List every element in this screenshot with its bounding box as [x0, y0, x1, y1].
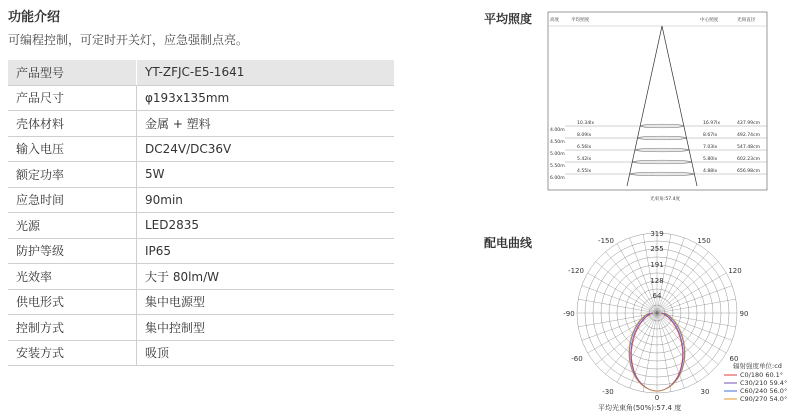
spec-key: 供电形式	[8, 289, 137, 315]
illum-height: 5.50m	[550, 164, 565, 169]
polar-footer: 平均光束角(50%):57.4 度	[598, 404, 682, 412]
polar-angle-label: -150	[598, 237, 614, 245]
spec-key: 安装方式	[8, 340, 137, 366]
polar-angle-label: -60	[571, 355, 583, 363]
illum-center: 7.03lx	[703, 145, 718, 150]
polar-radial-tick: 255	[650, 245, 664, 253]
polar-angle-label: 30	[700, 388, 710, 396]
polar-angle-label: -90	[563, 310, 575, 318]
legend-label: C90/270 54.0°	[740, 395, 788, 403]
illum-diameter: 547.48cm	[737, 145, 761, 150]
spec-value: YT-ZFJC-E5-1641	[137, 60, 395, 85]
polar-title: 配电曲线	[484, 236, 533, 250]
spec-value: 大于 80lm/W	[137, 264, 395, 290]
illum-center: 4.88lx	[703, 169, 718, 174]
spec-value: 5W	[137, 162, 395, 188]
spec-value: φ193x135mm	[137, 85, 395, 111]
spec-key: 光源	[8, 213, 137, 239]
polar-radial-tick: 64	[652, 292, 662, 300]
spec-value: 集中电源型	[137, 289, 395, 315]
beam-angle-label: 光束角:57.4度	[650, 197, 681, 202]
illum-height: 4.00m	[550, 128, 565, 133]
polar-spoke	[606, 313, 657, 374]
polar-spoke	[596, 313, 657, 364]
illum-height: 6.00m	[550, 176, 565, 181]
spec-key: 壳体材料	[8, 111, 137, 137]
illum-diameter: 602.23cm	[737, 157, 761, 162]
spec-value: 90min	[137, 187, 395, 213]
spec-key: 产品尺寸	[8, 85, 137, 111]
spec-key: 输入电压	[8, 136, 137, 162]
illum-center: 16.97lx	[703, 121, 721, 126]
polar-angle-label: 120	[728, 267, 742, 275]
illum-avg: 8.09lx	[577, 133, 592, 138]
spec-key: 应急时间	[8, 187, 137, 213]
illum-avg: 4.55lx	[577, 169, 592, 174]
polar-angle-label: -30	[602, 388, 614, 396]
legend-label: C60/240 56.0°	[740, 387, 788, 395]
spec-value: IP65	[137, 238, 395, 264]
spec-value: 金属 + 塑料	[137, 111, 395, 137]
illum-header-diameter: 光斑直径	[737, 18, 756, 23]
illuminance-title: 平均照度	[484, 12, 533, 26]
polar-angle-label: -120	[568, 267, 584, 275]
polar-spoke	[606, 252, 657, 313]
polar-spoke	[657, 313, 708, 374]
illum-height: 5.00m	[550, 152, 565, 157]
illum-header-center: 中心照度	[700, 18, 719, 23]
spec-key: 控制方式	[8, 315, 137, 341]
spec-value: 集中控制型	[137, 315, 395, 341]
spec-key: 防护等级	[8, 238, 137, 264]
illum-center: 8.67lx	[703, 133, 718, 138]
polar-angle-label: 60	[729, 355, 739, 363]
function-title: 功能介绍	[8, 10, 61, 25]
spec-value: DC24V/DC36V	[137, 136, 395, 162]
polar-spoke	[657, 313, 718, 364]
illum-header-avg: 平均照度	[571, 18, 590, 23]
spec-key: 光效率	[8, 264, 137, 290]
illum-center: 5.80lx	[703, 157, 718, 162]
polar-spoke	[596, 262, 657, 313]
illum-height: 4.50m	[550, 140, 565, 145]
spec-key: 额定功率	[8, 162, 137, 188]
polar-spoke	[657, 252, 708, 313]
polar-spoke	[657, 262, 718, 313]
polar-angle-label: 150	[697, 237, 711, 245]
spec-value: LED2835	[137, 213, 395, 239]
polar-radial-tick: 128	[650, 277, 664, 285]
illum-diameter: 437.99cm	[737, 121, 761, 126]
polar-angle-label: 90	[739, 310, 749, 318]
spec-key: 产品型号	[8, 60, 137, 85]
polar-radial-tick: 319	[650, 230, 664, 238]
polar-angle-label: 0	[654, 394, 660, 402]
legend-label: C0/180 60.1°	[740, 371, 784, 379]
illum-header-height: 高度	[550, 18, 560, 23]
illum-avg: 5.42lx	[577, 157, 592, 162]
illum-avg: 6.56lx	[577, 145, 592, 150]
illum-diameter: 656.98cm	[737, 169, 761, 174]
illum-diameter: 492.74cm	[737, 133, 761, 138]
legend-label: C30/210 59.4°	[740, 379, 788, 387]
function-description: 可编程控制，可定时开关灯，应急强制点亮。	[8, 33, 249, 47]
spec-value: 吸顶	[137, 340, 395, 366]
polar-radial-tick: 191	[650, 261, 664, 269]
illum-avg: 10.34lx	[577, 121, 595, 126]
legend-title: 辐射强度单位:cd	[733, 362, 782, 370]
